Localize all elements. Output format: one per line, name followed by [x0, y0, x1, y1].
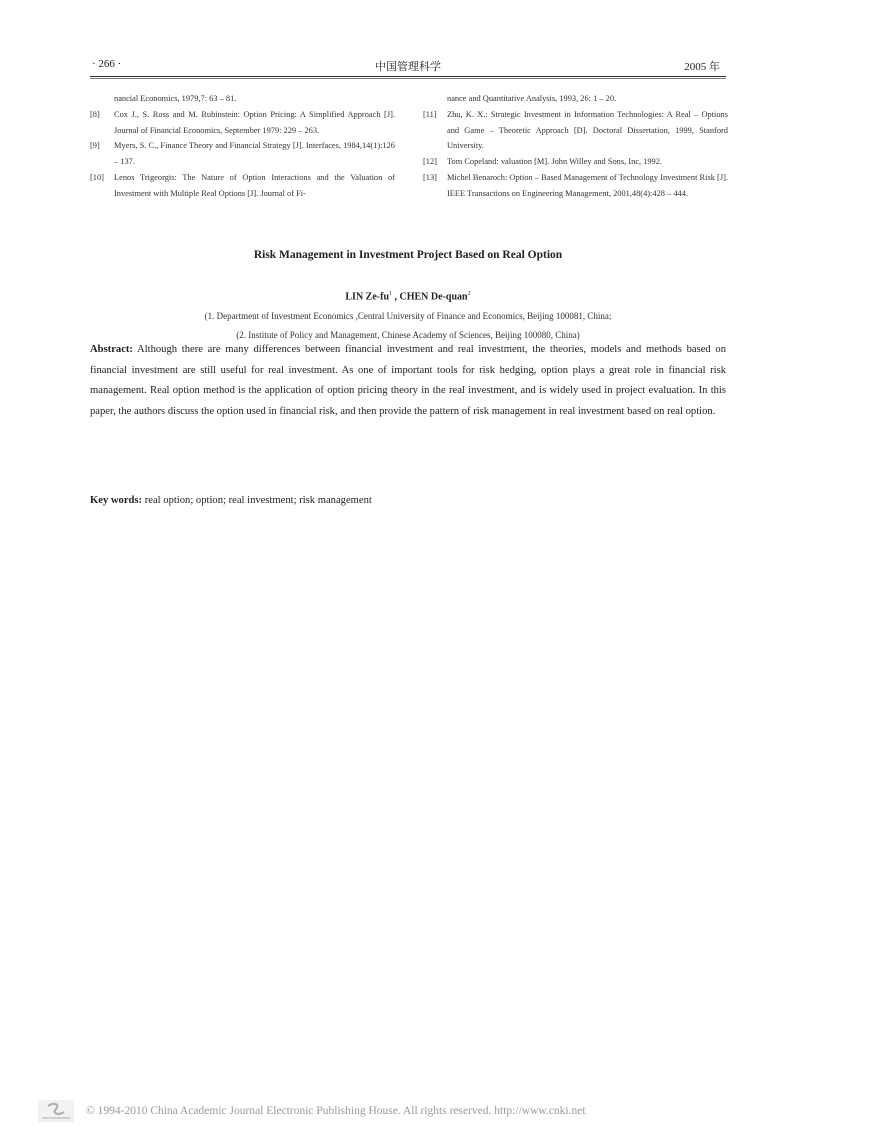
- keywords-label: Key words:: [90, 495, 143, 506]
- abstract: [90, 340, 726, 423]
- reference-item: [90, 107, 395, 139]
- cnki-logo-icon: [38, 1100, 74, 1122]
- reference-number: [8]: [90, 109, 100, 119]
- author-name: LIN Ze-fu: [345, 291, 390, 303]
- references-right-column: [423, 91, 728, 202]
- reference-number: [13]: [423, 172, 437, 182]
- keywords-text: real option; option; real investment; risk management: [142, 495, 372, 506]
- english-title: Risk Management in Investment Project Based on Real Option: [253, 249, 563, 261]
- header-year: 2005 年: [684, 61, 720, 73]
- abstract-text: Although there are many differences between financial investment and real investment, the theories, models and methods based on financial investment are still useful for real investment. As one of important tools for risk hedging, option plays a great role in financial risk management. Real option method is the application of option pricing theory in the real investment, and is widely used in project evaluation. In this paper, the authors discuss the option used in financial risk, and then provide the pattern of risk management in real investment based on real option.: [90, 344, 726, 418]
- references-left-column: [90, 91, 395, 202]
- reference-item: [423, 170, 728, 202]
- reference-text: Lenos Trigeorgis: The Nature of Option Interactions and the Valuation of Investment with Multiple Real Options [J]. Journal of Fi-: [114, 172, 395, 198]
- affiliation-2: (2. Institute of Policy and Management, Chinese Academy of Sciences, Beijing 100080, China): [236, 330, 580, 340]
- reference-text: Michel Benaroch: Option – Based Management of Technology Investment Risk [J]. IEEE Transactions on Engineering Management, 2001,48(4):428 – 444.: [447, 172, 728, 198]
- reference-number: [12]: [423, 157, 437, 167]
- reference-number: [11]: [423, 109, 437, 119]
- author-affiliation-mark: 1: [389, 291, 393, 297]
- journal-name: 中国管理科学: [375, 61, 441, 73]
- keywords: [90, 495, 726, 506]
- affiliation-1: (1. Department of Investment Economics ,Central University of Finance and Economics, Beijing 100081, China;: [204, 311, 612, 321]
- footer: [38, 1100, 838, 1124]
- reference-continuation: nancial Economics, 1979,7: 63 – 81.: [114, 94, 237, 103]
- copyright-notice: © 1994-2010 China Academic Journal Electronic Publishing House. All rights reserved. http://www.cnki.net: [86, 1105, 586, 1117]
- reference-text: Zhu, K. X.: Strategic Investment in Information Technologies: A Real – Options and Game – Theoretic Approach [D]. Doctoral Dissertation, 1999, Stanford University.: [447, 109, 728, 151]
- reference-item: [90, 138, 395, 170]
- header-rule: [90, 76, 726, 77]
- reference-item: [423, 107, 728, 154]
- reference-text: Tom Copeland: valuation [M]. John Willey and Sons, Inc, 1992.: [447, 157, 663, 167]
- reference-text: Myers, S. C., Finance Theory and Financial Strategy [J]. Interfaces, 1984,14(1):126 – 137.: [114, 141, 395, 167]
- reference-item: [90, 170, 395, 202]
- author-separator: ,: [392, 291, 400, 303]
- author-line: [90, 291, 726, 302]
- reference-number: [10]: [90, 172, 104, 182]
- author-affiliation-mark: 2: [467, 291, 471, 297]
- reference-number: [9]: [90, 141, 100, 151]
- reference-text: Cox J., S. Ross and M. Rubinstein: Option Pricing: A Simplified Approach [J]. Journal of Financial Economics, September 1979: 229 – 263.: [114, 109, 395, 135]
- header-rule-thin: [90, 78, 726, 79]
- page-number: · 266 ·: [92, 58, 122, 70]
- running-header: [90, 55, 726, 75]
- reference-continuation: nance and Quantitative Analysis, 1993, 26: 1 – 20.: [447, 94, 617, 103]
- reference-item: [423, 154, 728, 170]
- author-name: CHEN De-quan: [399, 291, 468, 303]
- abstract-label: Abstract:: [90, 344, 133, 355]
